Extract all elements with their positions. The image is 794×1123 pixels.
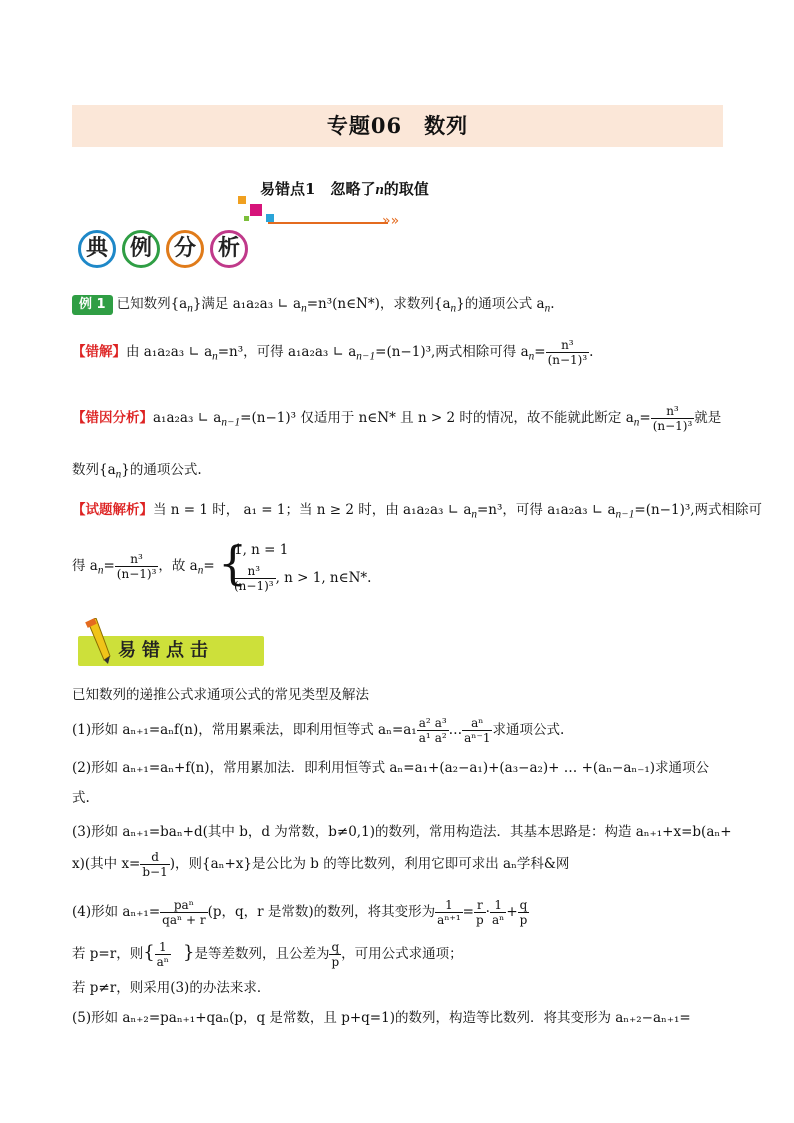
text: ·: [485, 904, 490, 920]
case-1: 1, n = 1: [234, 542, 289, 558]
heading-char: 例: [122, 230, 160, 268]
text: =(n−1)³ 仅适用于 n∈N* 且 n > 2 时的情况，故不能就此断定 a: [240, 410, 634, 426]
frac-num: aⁿ: [462, 716, 492, 731]
text: 若 p=r，则: [72, 946, 144, 962]
text: }满足 a₁a₂a₃ ∟ a: [192, 296, 302, 312]
text: 由 a₁a₂a₃ ∟ a: [126, 344, 213, 360]
body-p4: [72, 898, 529, 927]
text: 就是: [694, 410, 722, 426]
text: (p，q，r 是常数)的数列，将其变形为: [207, 904, 436, 920]
deco-square: [238, 196, 246, 204]
text: …: [448, 722, 463, 738]
text: )，则{aₙ+x}是公比为 b 的等比数列，利用它即可求出 aₙ学科&网: [169, 856, 570, 872]
frac-num: a²: [418, 716, 431, 730]
body-p1: [72, 716, 564, 745]
heading-char: 分: [166, 230, 204, 268]
text: }的通项公式 a: [456, 296, 545, 312]
text: =(n−1)³,两式相除可: [634, 502, 763, 518]
frac-num: paⁿ: [160, 898, 207, 913]
fraction: [140, 850, 169, 879]
frac-num: n³: [232, 564, 276, 579]
frac-den: (n−1)³: [116, 567, 157, 581]
text: =: [462, 904, 474, 920]
frac-den: p: [475, 913, 484, 927]
fraction: [435, 898, 463, 927]
frac-num: q: [519, 898, 528, 912]
tips-banner: [78, 636, 264, 666]
fraction: [155, 940, 171, 969]
fraction: [417, 716, 433, 745]
deco-square: [266, 214, 274, 222]
text: (4)形如 aₙ₊₁=: [72, 904, 161, 920]
body-p7: (5)形如 aₙ₊₂=paₙ₊₁+qaₙ(p，q 是常数，且 p+q=1)的数列，构造等比数列．将其变形为 aₙ₊₂−aₙ₊₁=: [72, 1010, 691, 1026]
frac-num: 1: [435, 898, 463, 913]
frac-num: n³: [115, 552, 159, 567]
text: =: [103, 558, 115, 574]
frac-num: n³: [546, 338, 590, 353]
example-tag: 例 1: [72, 295, 113, 315]
body-intro: 已知数列的递推公式求通项公式的常见类型及解法: [72, 687, 369, 703]
case-brace: {: [218, 536, 248, 590]
solution-tag: 【试题解析】: [72, 502, 153, 518]
heading-char: 典: [78, 230, 116, 268]
frac-num: r: [474, 898, 486, 913]
brace-open: {: [143, 942, 155, 963]
fraction: [490, 898, 506, 927]
frac-den: aⁿ: [491, 913, 505, 927]
text: =n³，可得 a₁a₂a₃ ∟ a: [477, 502, 616, 518]
error-analysis: 【错因分析】a₁a₂a₃ ∟ $a_{n-1}=(n-1)^3$ 仅适用于 n∈N* 且 n > 2 时的情况，故不能就此断定 $a_n=$ $\frac{\text{n³}}{\text{(n−1)³}}$ 就是: [72, 404, 722, 433]
text: a₁a₂a₃ ∟ a: [153, 410, 222, 426]
deco-square: [244, 216, 249, 221]
text: x)(其中 x=: [72, 856, 141, 872]
frac-num: a³: [434, 716, 447, 730]
frac-den: p: [519, 913, 528, 927]
body-p3a: (3)形如 aₙ₊₁=baₙ+d(其中 b，d 为常数，b≠0,1)的数列，常用构造法．其基本思路是：构造 aₙ₊₁+x=b(aₙ+: [72, 824, 732, 840]
title-bar: [72, 105, 723, 147]
body-p6: 若 p≠r，则采用(3)的办法来求．: [72, 980, 271, 996]
text: .: [550, 296, 555, 312]
solution: 【试题解析】当 n = 1 时， a₁ = 1；当 n ≥ 2 时，由 a₁a₂a₃ ∟ $a_n=n^3$，可得 a₁a₂a₃ ∟ $a_{n-1}=(n-1)^3$,两式相除可: [72, 502, 763, 521]
error-analysis-line2: 数列$\{a_n\}$的通项公式.: [72, 462, 202, 481]
text: 求通项公式.: [492, 722, 565, 738]
text: , n > 1, n∈N*.: [275, 570, 372, 586]
pencil-icon: [80, 618, 114, 664]
text: =(n−1)³,两式相除可得 a: [375, 344, 529, 360]
body-p3b: [72, 850, 569, 879]
fraction: [651, 404, 695, 433]
frac-den: (n−1)³: [547, 353, 588, 367]
text: +: [506, 904, 518, 920]
subtitle-prefix: 易错点1 忽略了: [260, 180, 376, 198]
frac-den: qaⁿ + r: [162, 913, 206, 927]
fraction: [329, 940, 341, 969]
frac-den: (n−1)³: [652, 419, 693, 433]
fraction: [232, 564, 276, 593]
fraction: [433, 716, 449, 745]
text: 是等差数列，且公差为: [194, 946, 330, 962]
frac-den: p: [331, 955, 340, 969]
text: ，可用公式求通项；: [341, 946, 463, 962]
wrong-tag: 【错解】: [72, 344, 126, 360]
body-p5: [72, 940, 463, 969]
fraction: [518, 898, 530, 927]
frac-num: n³: [651, 404, 695, 419]
text: ，故 a: [158, 558, 198, 574]
frac-den: b−1: [142, 865, 168, 879]
text: (1)形如 aₙ₊₁=aₙf(n)，常用累乘法，即利用恒等式 aₙ=a₁: [72, 722, 417, 738]
body-p2a: (2)形如 aₙ₊₁=aₙ+f(n)，常用累加法．即利用恒等式 aₙ=a₁+(a₂−a₁)+(a₃−a₂)+ … +(aₙ−aₙ₋₁)求通项公: [72, 760, 710, 776]
wrong-solution: 【错解】由 a₁a₂a₃ ∟ $a_n=n^3$，可得 a₁a₂a₃ ∟ $a_{n-1}=(n-1)^3$,两式相除可得 $a_n=$ $\frac{\text{n³}}{\text{(n−1)³}}$ .: [72, 338, 594, 367]
text: }的通项公式.: [121, 462, 202, 478]
fraction: [160, 898, 207, 927]
frac-num: 1: [155, 940, 171, 955]
fraction: [474, 898, 486, 927]
text: .: [589, 344, 594, 360]
section-subtitle: [260, 178, 429, 199]
frac-num: 1: [490, 898, 506, 913]
solution-line2: 得 $a_n=$ $\frac{\text{n³}}{\text{(n−1)³}}$ ，故 $a_n=$: [72, 552, 215, 581]
brace-close: }: [183, 942, 195, 963]
text: 数列{a: [72, 462, 116, 478]
frac-den: aⁿ: [156, 955, 170, 969]
body-p2b: 式.: [72, 790, 90, 806]
text: 已知数列{a: [116, 296, 188, 312]
frac-num: q: [331, 940, 340, 954]
text: 得 a: [72, 558, 98, 574]
example-line: 例 1 已知数列$\{a_n\}$满足 a₁a₂a₃ ∟ $a_n=n^3(n\in N*)$，求数列$\{a_n\}$的通项公式 $a_n$.: [72, 294, 555, 319]
text: =: [203, 558, 215, 574]
page-title: 专题06 数列: [326, 113, 469, 138]
text: =n³(n∈N*)，求数列{a: [306, 296, 451, 312]
deco-square: [250, 204, 262, 216]
fraction: [462, 716, 492, 745]
frac-den: (n−1)³: [234, 579, 274, 593]
arrow-head-icon: »»: [382, 213, 400, 229]
text: =: [639, 410, 651, 426]
banner-text: 易错点击: [118, 640, 214, 661]
subtitle-var: n: [375, 182, 384, 198]
frac-den: a¹: [418, 731, 431, 745]
frac-den: aⁿ⁻1: [464, 731, 491, 745]
frac-den: a²: [434, 731, 447, 745]
text: 当 n = 1 时， a₁ = 1；当 n ≥ 2 时，由 a₁a₂a₃ ∟ a: [153, 502, 472, 518]
subtitle-suffix: 的取值: [383, 180, 429, 198]
fraction: [115, 552, 159, 581]
fraction: [546, 338, 590, 367]
arrow-line: [268, 222, 388, 224]
case-2: [232, 564, 371, 593]
frac-num: d: [140, 850, 169, 865]
heading-char: 析: [210, 230, 248, 268]
text: =n³，可得 a₁a₂a₃ ∟ a: [217, 344, 357, 360]
analysis-tag: 【错因分析】: [72, 410, 153, 426]
frac-den: aⁿ⁺¹: [437, 913, 461, 927]
text: =: [534, 344, 546, 360]
